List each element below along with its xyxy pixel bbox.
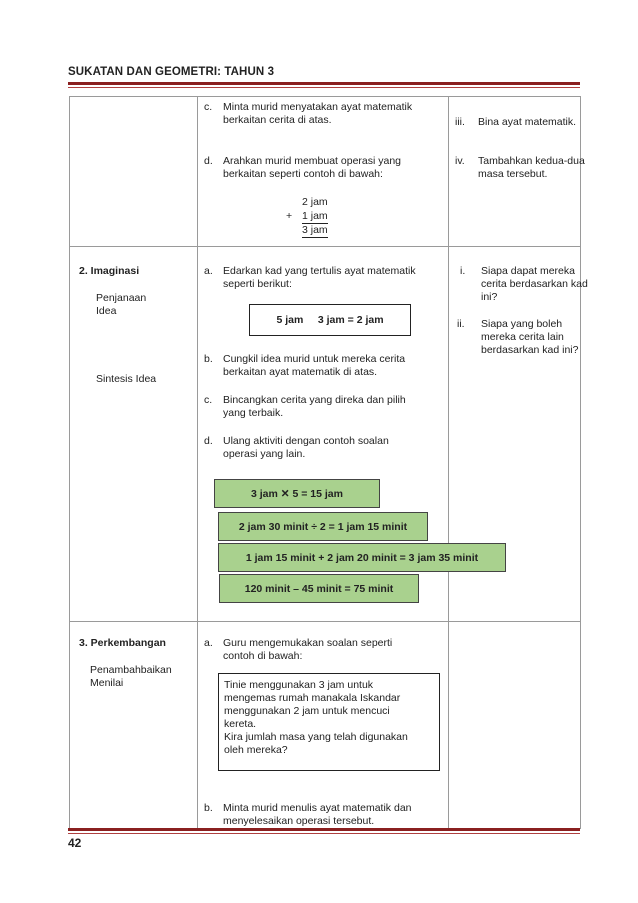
page-header-title: SUKATAN DAN GEOMETRI: TAHUN 3 [68,66,275,78]
example-box-3: 1 jam 15 minit + 2 jam 20 minit = 3 jam 35 minit [218,543,506,572]
table-border-top [69,96,581,97]
row2-d-letter: d. [204,435,213,447]
row2-a-line2: seperti berikut: [223,278,292,290]
table-border-right [580,96,581,829]
row-divider-2 [69,621,581,622]
row2-i-line1: Siapa dapat mereka [481,265,575,277]
row3-b-line2: menyelesaikan operasi tersebut. [223,815,375,827]
row2-stage-title: 2. Imaginasi [79,265,140,277]
example-box-4: 120 minit – 45 minit = 75 minit [219,574,419,603]
footer-rule-thick [68,828,580,831]
row2-c-line1: Bincangkan cerita yang direka dan pilih [223,394,406,406]
sum-plus: + [286,210,293,222]
math-card: 5 jam 3 jam = 2 jam [249,304,411,336]
question-box [218,673,440,771]
table-border-left [69,96,70,829]
row1-c-letter: c. [204,101,213,113]
row3-b-letter: b. [204,802,213,814]
row2-a-line1: Edarkan kad yang tertulis ayat matematik [223,265,416,277]
row2-b-letter: b. [204,353,213,365]
row2-i-num: i. [460,265,466,277]
row2-ii-line3: berdasarkan kad ini? [481,344,579,356]
row1-c-line1: Minta murid menyatakan ayat matematik [223,101,413,113]
row2-d-line1: Ulang aktiviti dengan contoh soalan [223,435,389,447]
example-box-1: 3 jam ✕ 5 = 15 jam [214,479,380,508]
row2-ii-line2: mereka cerita lain [481,331,564,343]
question-line-4: kereta. [224,718,257,730]
table-divider-2 [448,96,449,829]
row3-b-line1: Minta murid menulis ayat matematik dan [223,802,412,814]
table-divider-1 [197,96,198,829]
row2-b-line1: Cungkil idea murid untuk mereka cerita [223,353,406,365]
row2-b-line2: berkaitan ayat matematik di atas. [223,366,378,378]
row3-a-letter: a. [204,637,213,649]
row3-stage-title: 3. Perkembangan [79,637,166,649]
row2-i-line3: ini? [481,291,498,303]
footer-rule-thin [68,833,580,834]
row-divider-1 [69,246,581,247]
header-rule-thin [68,87,580,88]
example-box-2: 2 jam 30 minit ÷ 2 = 1 jam 15 minit [218,512,428,541]
question-line-5: Kira jumlah masa yang telah digunakan [224,731,408,743]
row1-d-line2: berkaitan seperti contoh di bawah: [223,168,383,180]
question-line-2: mengemas rumah manakala Iskandar [224,692,401,704]
question-line-3: menggunakan 2 jam untuk mencuci [224,705,390,717]
row2-c-line2: yang terbaik. [223,407,284,419]
row1-iv-line2: masa tersebut. [478,168,548,180]
row3-sub-line2: Menilai [90,677,124,689]
row2-i-line2: cerita berdasarkan kad [481,278,588,290]
question-line-6: oleh mereka? [224,744,288,756]
sum-line1: 2 jam [302,196,328,208]
row2-sub2: Sintesis Idea [96,373,157,385]
row2-sub1-line1: Penjanaan [96,292,147,304]
question-line-1: Tinie menggunakan 3 jam untuk [224,679,374,691]
row2-a-letter: a. [204,265,213,277]
row3-a-line1: Guru mengemukakan soalan seperti [223,637,393,649]
page-number: 42 [68,836,82,850]
row1-c-line2: berkaitan cerita di atas. [223,114,332,126]
sum-line2: 1 jam [302,210,328,222]
row2-c-letter: c. [204,394,213,406]
row1-d-letter: d. [204,155,213,167]
row2-sub1-line2: Idea [96,305,117,317]
row1-iv-line1: Tambahkan kedua-dua [478,155,585,167]
row3-sub-line1: Penambahbaikan [90,664,172,676]
row1-iii-num: iii. [455,116,465,128]
row2-ii-line1: Siapa yang boleh [481,318,563,330]
row2-ii-num: ii. [457,318,465,330]
row1-d-line1: Arahkan murid membuat operasi yang [223,155,402,167]
row1-iii-text: Bina ayat matematik. [478,116,577,128]
header-rule-thick [68,82,580,85]
row1-iv-num: iv. [455,155,465,167]
row2-d-line2: operasi yang lain. [223,448,306,460]
row3-a-line2: contoh di bawah: [223,650,303,662]
sum-result: 3 jam [302,224,328,236]
